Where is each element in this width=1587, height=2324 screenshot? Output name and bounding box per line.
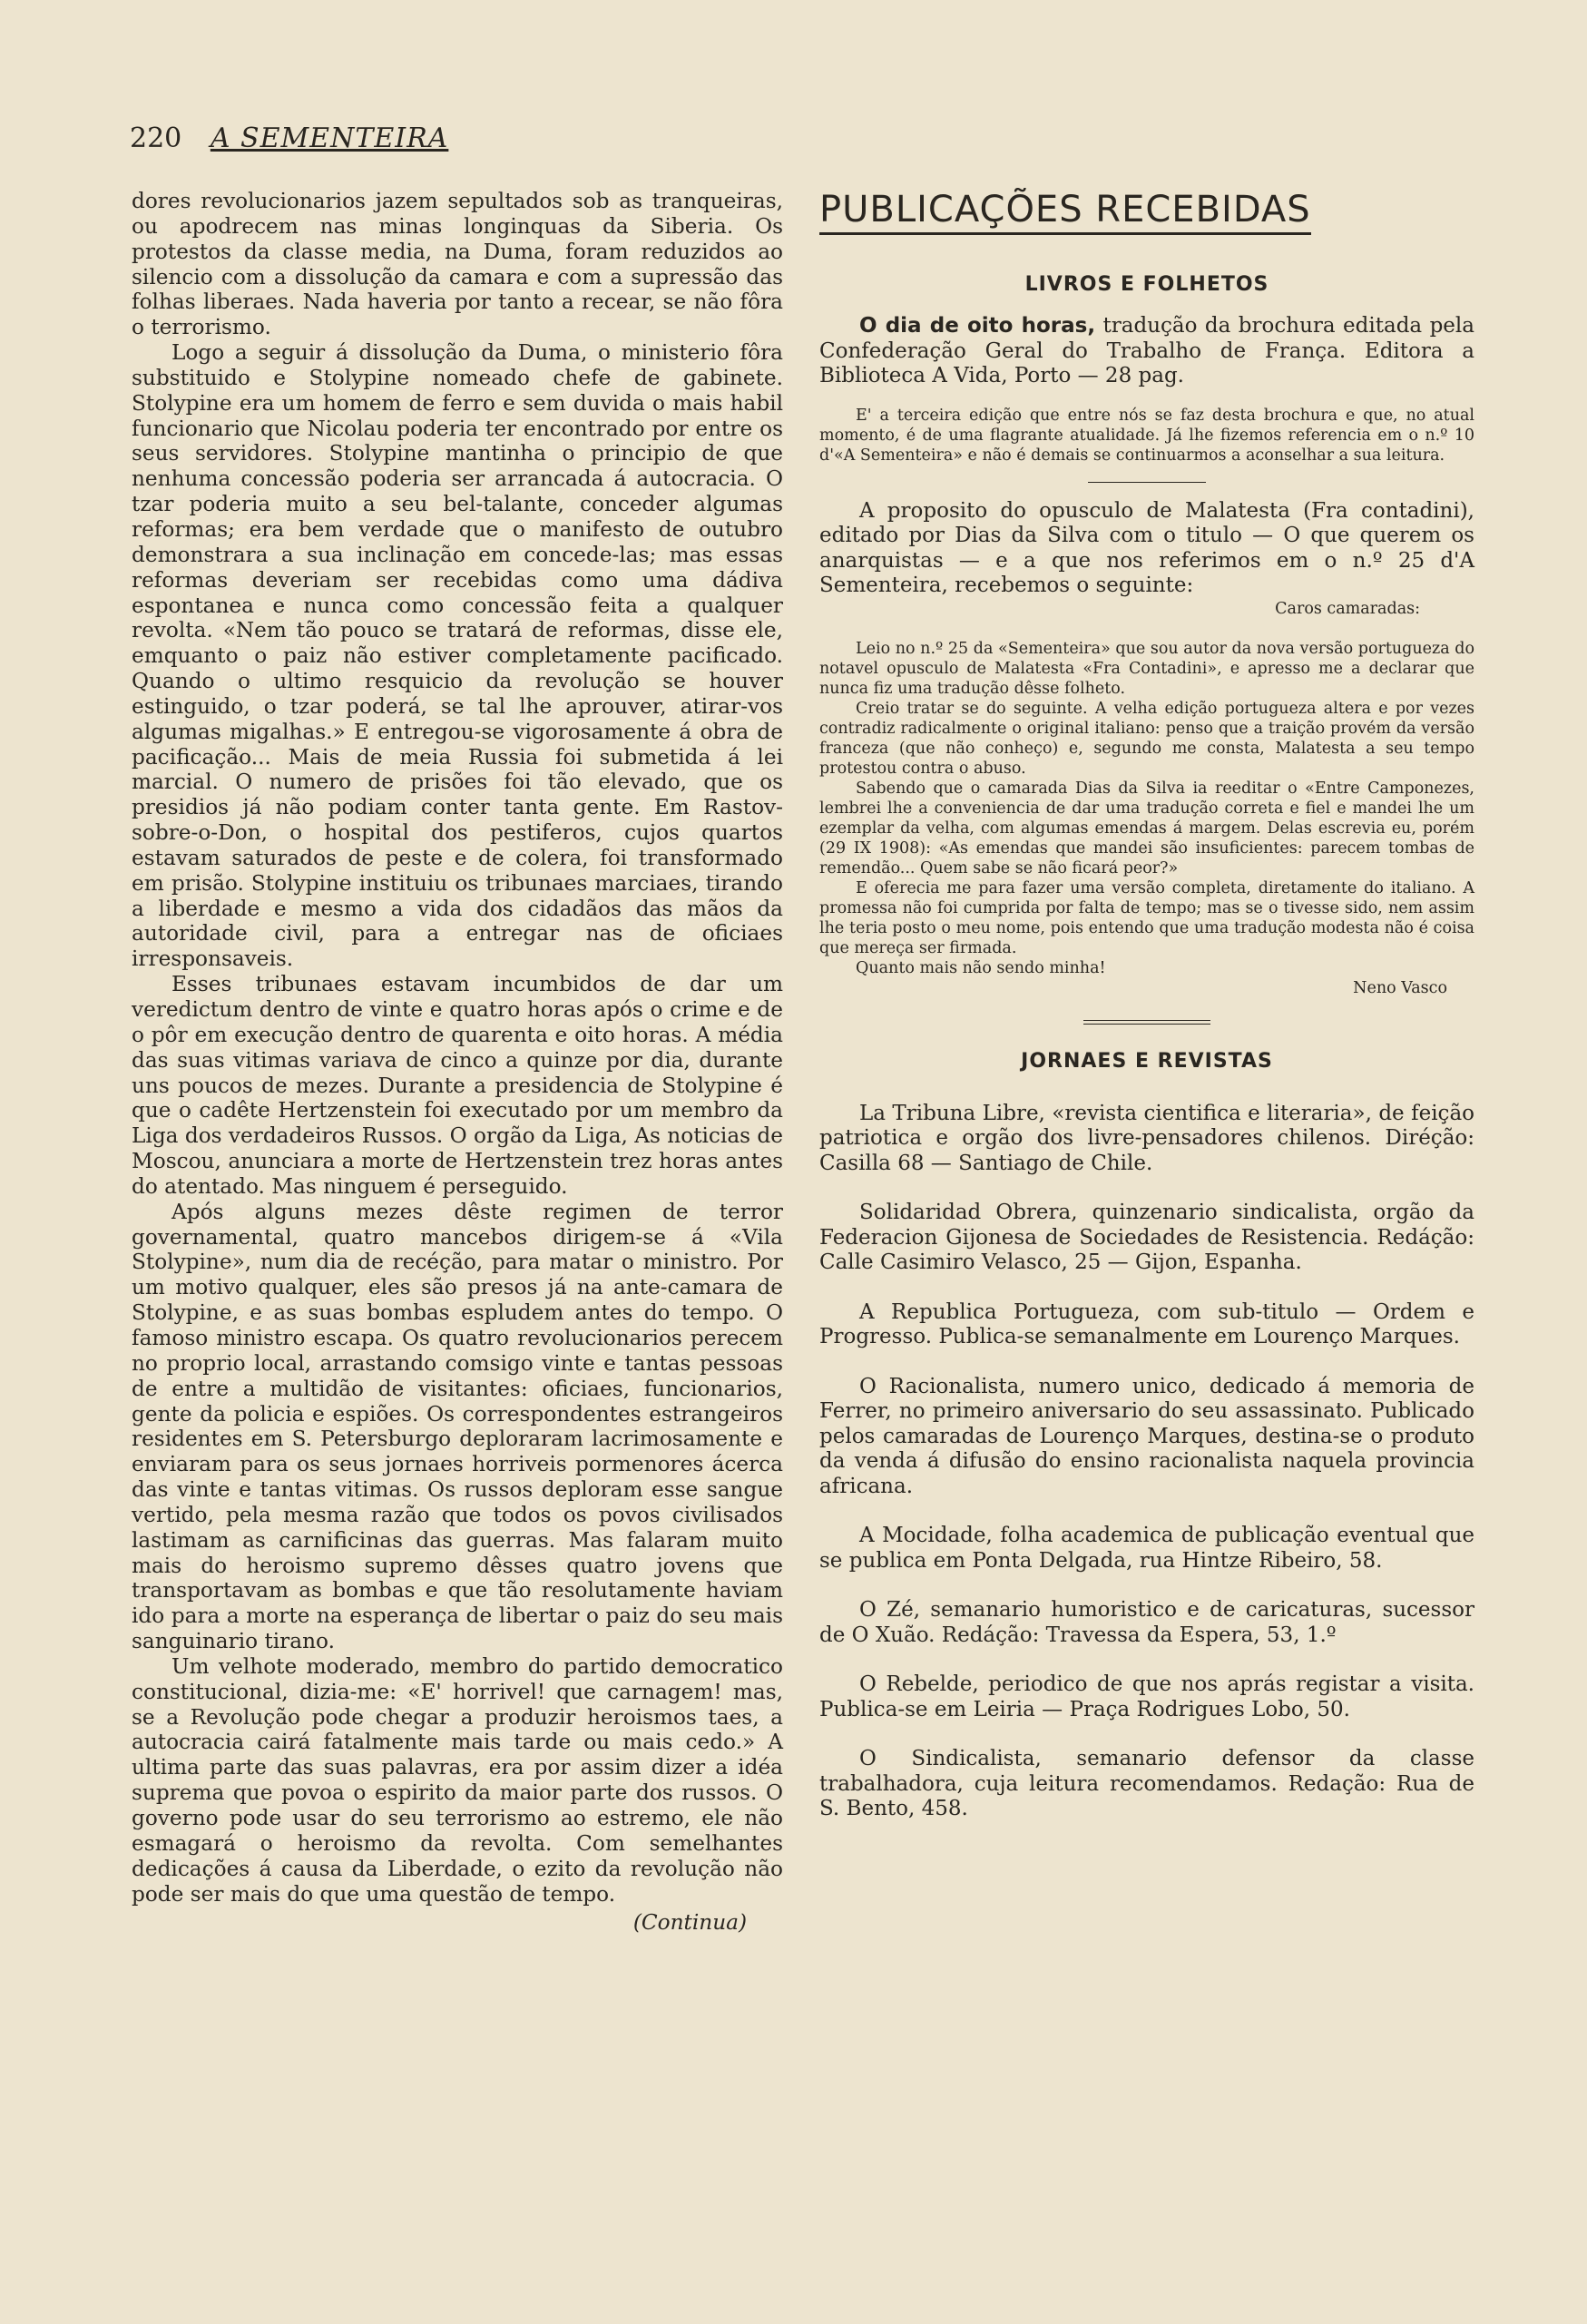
article-column xyxy=(132,189,783,1936)
journal-entry: A Mocidade, folha academica de publicação eventual que se publica em Ponta Delgada, rua Hintze Ribeiro, 58. xyxy=(819,1524,1474,1573)
journal-entry: A Republica Portugueza, com sub-titulo — Ordem e Progresso. Publica-se semanalmente em Lourenço Marques. xyxy=(819,1299,1474,1348)
article-paragraph: Logo a seguir á dissolução da Duma, o ministerio fôra substituido e Stolypine nomeado chefe de gabinete. Stolypine era um homem de ferro e sem duvida o mais habil funcionario que Nicolau poderia ter encontrado por entre os seus servidores. Stolypine mantinha o principio de que nenhuma concessão poderia ser arrancada á autocracia. O tzar poderia muito a seu bel-talante, conceder algumas reformas; era bem verdade que o manifesto de outubro demonstrara a sua inclinação em concede-las; mas essas reformas deveriam ser recebidas como uma dádiva espontanea e nunca como concessão feita a qualquer revolta. «Nem tão pouco se tratará de reformas, disse ele, emquanto o paiz não estiver completamente pacificado. Quando o ultimo resquicio da revolução se houver estinguido, o tzar poderá, se tal lhe aprouver, atirar-vos algumas migalhas.» E entregou-se vigorosamente á obra de pacificação... Mais de meia Russia foi submetida á lei marcial. O numero de prisões foi tão elevado, que os presidios já não podiam conter tanta gente. Em Rastov-sobre-o-Don, o hospital dos pestiferos, cujos quartos estavam saturados de peste e de colera, foi transformado em prisão. Stolypine instituiu os tribunaes marciaes, tirando a liberdade e mesmo a vida dos cidadãos das mãos da autoridade civil, para a entregar nas de oficiaes irresponsaveis. xyxy=(132,340,783,972)
article-paragraph: dores revolucionarios jazem sepultados sob as tranqueiras, ou apodrecem nas minas longinquas da Siberia. Os protestos da classe media, na Duma, foram reduzidos ao silencio com a dissolução da camara e com a supressão das folhas liberaes. Nada haveria por tanto a recear, se não fôra o terrorismo. xyxy=(132,189,783,340)
section-title: PUBLICAÇÕES RECEBIDAS xyxy=(819,189,1311,235)
letter-paragraph: Quanto mais não sendo minha! xyxy=(856,958,1106,977)
article-paragraph: Esses tribunaes estavam incumbidos de dar um veredictum dentro de vinte e quatro horas após o crime e de o pôr em execução dentro de quarenta e oito horas. A média das suas vitimas variava de cinco a quinze por dia, durante uns poucos de mezes. Durante a presidencia de Stolypine é que o cadête Hertzenstein foi executado por um membro da Liga dos verdadeiros Russos. O orgão da Liga, As noticias de Moscou, anunciara a morte de Hertzenstein trez horas antes do atentado. Mas ninguem é perseguido. xyxy=(132,972,783,1199)
letter-salutation: Caros camaradas: xyxy=(1275,599,1420,618)
article-paragraph: Após alguns mezes dêste regimen de terror governamental, quatro mancebos dirigem-se á «Vila Stolypine», num dia de recéção, para matar o ministro. Por um motivo qualquer, eles são presos já na ante-camara de Stolypine, e as suas bombas espludem antes do tempo. O famoso ministro escapa. Os quatro revolucionarios perecem no proprio local, arrastando comsigo vinte e tantas pessoas de entre a multidão de visitantes: oficiaes, funcionarios, gente da policia e espiões. Os correspondentes estrangeiros residentes em S. Petersburgo deploraram lacrimosamente e enviaram para os seus jornaes horriveis pormenores ácerca das vinte e tantas vitimas. Os russos deploram esse sangue vertido, pela mesma razão que todos os povos civilisados lastimam as carnificinas das guerras. Mas falaram muito mais do heroismo supremo dêsses quatro jovens que transportavam as bombas e que tão resolutamente haviam ido para a morte na esperança de libertar o paiz do seu mais sanguinario tirano. xyxy=(132,1199,783,1654)
page-number: 220 xyxy=(130,123,182,154)
article-paragraph: Um velhote moderado, membro do partido democratico constitucional, dizia-me: «E' horrivel! que carnagem! mas, se a Revolução pode chegar a produzir heroismos taes, a autocracia cairá fatalmente mais tarde ou mais cedo.» A ultima parte das suas palavras, era por assim dizer a idéa suprema que povoa o espirito da maior parte dos russos. O governo pode usar do seu terrorismo ao estremo, ele não esmagará o heroismo da revolta. Com semelhantes dedicações á causa da Liberdade, o ezito da revolução não pode ser mais do que uma questão de tempo. xyxy=(132,1653,783,1907)
page-header xyxy=(130,123,448,154)
double-divider xyxy=(1083,1020,1210,1025)
journal-entry: O Rebelde, periodico de que nos aprás registar a visita. Publica-se em Leiria — Praça Rodrigues Lobo, 50. xyxy=(819,1672,1474,1721)
journal-entry: O Sindicalista, semanario defensor da classe trabalhadora, cuja leitura recomendamos. Redação: Rua de S. Bento, 458. xyxy=(819,1747,1474,1820)
divider xyxy=(1088,482,1206,483)
letter-signature: Neno Vasco xyxy=(1353,978,1447,997)
letter-paragraph: E oferecia me para fazer uma versão completa, diretamente do italiano. A promessa não foi cumprida por falta de tempo; mas se o tivesse sido, nem assim lhe teria posto o meu nome, pois entendo que uma tradução modesta não é coisa que mereça ser firmada. xyxy=(819,878,1474,957)
jornaes-heading: JORNAES E REVISTAS xyxy=(1021,1049,1273,1073)
book-entry: O dia de oito horas, tradução da brochura editada pela Confederação Geral do Trabalho de França. Editora a Biblioteca A Vida, Porto — 28 pag. xyxy=(819,314,1474,387)
journal-entry: O Zé, semanario humoristico e de caricaturas, sucessor de O Xuão. Redáção: Travessa da Espera, 53, 1.º xyxy=(819,1598,1474,1647)
letter-paragraph: Creio tratar se do seguinte. A velha edição portugueza altera e por vezes contradiz radicalmente o original italiano: penso que a traição provém da versão franceza (que não conheço) e, segundo me consta, Malatesta a seu tempo protestou contra o abuso. xyxy=(819,699,1474,778)
letter-paragraph: Sabendo que o camarada Dias da Silva ia reeditar o «Entre Camponezes, lembrei lhe a conveniencia de dar uma tradução correta e fiel e mandei lhe um ezemplar da velha, com algumas emendas á margem. Delas escrevia eu, porém (29 IX 1908): «As emendas que mandei são insuficientes: parecem tombas de remendão... Quem sabe se não ficará peor?» xyxy=(819,779,1474,878)
continued-note: (Continua) xyxy=(632,1910,747,1936)
letter-paragraph: Leio no n.º 25 da «Sementeira» que sou autor da nova versão portugueza do notavel opusculo de Malatesta «Fra Contadini», e apresso me a declarar que nunca fiz uma tradução dêsse folheto. xyxy=(819,639,1474,698)
letter-body xyxy=(819,639,1474,978)
journal-entry: O Racionalista, numero unico, dedicado á memoria de Ferrer, no primeiro aniversario do seu assassinato. Publicado pelos camaradas de Lourenço Marques, destina-se o produto da venda á difusão do ensino racionalista naquela provincia africana. xyxy=(819,1374,1474,1498)
malatesta-intro: A proposito do opusculo de Malatesta (Fra contadini), editado por Dias da Silva com o titulo — O que querem os anarquistas — e a que nos referimos em o n.º 25 d'A Sementeira, recebemos o seguinte: xyxy=(819,498,1474,597)
journal-entry: Solidaridad Obrera, quinzenario sindicalista, orgão da Federacion Gijonesa de Sociedades de Resistencia. Redáção: Calle Casimiro Velasco, 25 — Gijon, Espanha. xyxy=(819,1201,1474,1274)
book-note: E' a terceira edição que entre nós se faz desta brochura e que, no atual momento, é de uma flagrante atualidade. Já lhe fizemos referencia em o n.º 10 d'«A Sementeira» e não é demais se continuarmos a aconselhar a sua leitura. xyxy=(819,406,1474,465)
journal-entry: La Tribuna Libre, «revista cientifica e literaria», de feição patriotica e orgão dos livre-pensadores chilenos. Diréção: Casilla 68 — Santiago de Chile. xyxy=(819,1101,1474,1175)
livros-heading: LIVROS E FOLHETOS xyxy=(1024,273,1269,296)
publications-column xyxy=(819,189,1474,1847)
running-title: A SEMENTEIRA xyxy=(210,123,449,154)
